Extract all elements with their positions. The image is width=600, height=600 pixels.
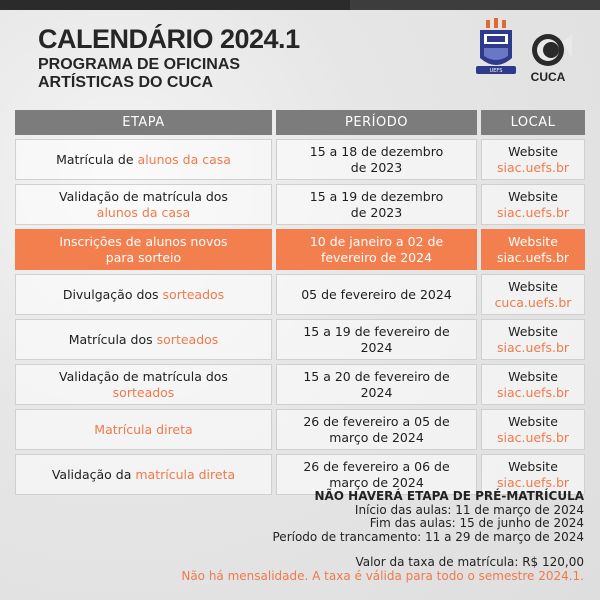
local-cell: Website siac.uefs.br — [481, 454, 585, 495]
local-cell: Website siac.uefs.br — [481, 229, 585, 270]
periodo-cell: 15 a 20 de fevereiro de 2024 — [276, 364, 477, 405]
local-cell: Website cuca.uefs.br — [481, 274, 585, 315]
notes-inicio-aulas: Início das aulas: 11 de março de 2024 — [354, 502, 584, 517]
local-link[interactable]: siac.uefs.br — [496, 249, 570, 265]
periodo-cell: 15 a 19 de dezembro de 2023 — [276, 184, 477, 225]
notes-pre-matricula: NÃO HAVERÁ ETAPA DE PRÉ-MATRÍCULA — [314, 489, 584, 503]
notes-section — [181, 490, 584, 583]
table-row — [15, 274, 585, 315]
table-row — [15, 139, 585, 180]
column-header-etapa: ETAPA — [15, 110, 272, 135]
etapa-cell: Validação da matrícula direta — [15, 454, 272, 495]
etapa-cell: Validação de matrícula dos alunos da casa — [15, 184, 272, 225]
periodo-cell: 10 de janeiro a 02 de fevereiro de 2024 — [276, 229, 477, 270]
cuca-logo — [524, 32, 572, 84]
local-cell: Website siac.uefs.br — [481, 409, 585, 450]
periodo-cell: 15 a 18 de dezembro de 2023 — [276, 139, 477, 180]
local-link[interactable]: siac.uefs.br — [496, 204, 570, 220]
table-header-row — [15, 110, 585, 135]
local-cell: Website siac.uefs.br — [481, 319, 585, 360]
local-link[interactable]: siac.uefs.br — [496, 159, 570, 175]
uefs-logo — [472, 18, 520, 82]
etapa-cell: Validação de matrícula dos sorteados — [15, 364, 272, 405]
cuca-logo-text: CUCA — [530, 70, 566, 84]
etapa-cell: Matrícula direta — [15, 409, 272, 450]
etapa-cell: Matrícula dos sorteados — [15, 319, 272, 360]
local-cell: Website siac.uefs.br — [481, 364, 585, 405]
periodo-cell: 15 a 19 de fevereiro de 2024 — [276, 319, 477, 360]
local-link[interactable]: siac.uefs.br — [496, 429, 570, 445]
table-row — [15, 364, 585, 405]
page-subtitle: PROGRAMA DE OFICINAS ARTÍSTICAS DO CUCA — [38, 56, 241, 91]
page-title: CALENDÁRIO 2024.1 — [38, 24, 300, 54]
notes-trancamento: Período de trancamento: 11 a 29 de março de 2024 — [272, 529, 584, 544]
periodo-cell: 05 de fevereiro de 2024 — [276, 274, 477, 315]
local-link[interactable]: siac.uefs.br — [496, 384, 570, 400]
table-row — [15, 184, 585, 225]
table-row-highlighted — [15, 229, 585, 270]
header — [38, 24, 300, 92]
top-bar — [0, 0, 600, 10]
notes-mensalidade: Não há mensalidade. A taxa é válida para todo o semestre 2024.1. — [181, 568, 584, 583]
notes-taxa: Valor da taxa de matrícula: R$ 120,00 — [355, 555, 584, 569]
calendar-table — [15, 110, 585, 499]
periodo-cell: 26 de fevereiro a 05 de março de 2024 — [276, 409, 477, 450]
table-row — [15, 409, 585, 450]
local-cell: Website siac.uefs.br — [481, 184, 585, 225]
table-row — [15, 319, 585, 360]
column-header-periodo: PERÍODO — [276, 110, 477, 135]
notes-fim-aulas: Fim das aulas: 15 de junho de 2024 — [369, 516, 584, 530]
etapa-cell: Inscrições de alunos novos para sorteio — [15, 229, 272, 270]
local-link[interactable]: siac.uefs.br — [496, 474, 570, 490]
etapa-cell: Matrícula de alunos da casa — [15, 139, 272, 180]
periodo-cell: 26 de fevereiro a 06 de março de 2024 — [276, 454, 477, 495]
column-header-local: LOCAL — [481, 110, 585, 135]
local-link[interactable]: cuca.uefs.br — [494, 294, 572, 310]
etapa-cell: Divulgação dos sorteados — [15, 274, 272, 315]
local-link[interactable]: siac.uefs.br — [496, 339, 570, 355]
local-cell: Website siac.uefs.br — [481, 139, 585, 180]
uefs-logo-text: UEFS — [489, 68, 503, 74]
